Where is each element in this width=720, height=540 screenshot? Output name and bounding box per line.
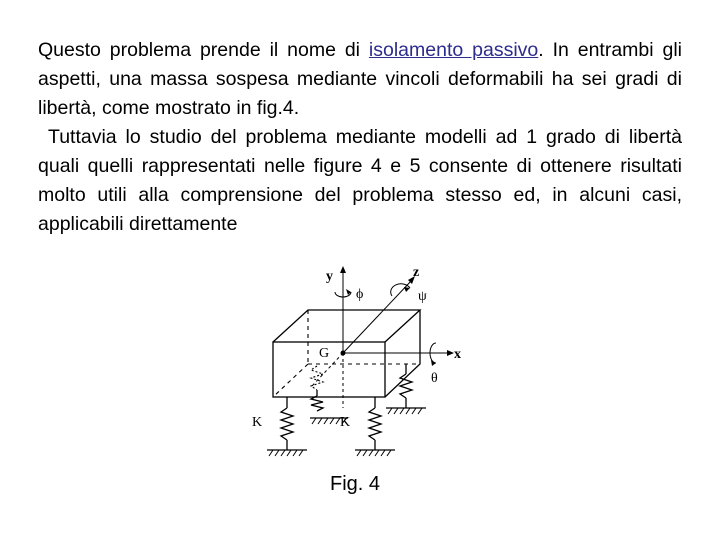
spring-left-label: K: [252, 415, 263, 430]
x-label: x: [454, 347, 461, 362]
psi-label: ψ: [418, 289, 427, 304]
phi-label: ϕ: [356, 287, 364, 302]
y-label: y: [326, 269, 333, 284]
paragraph-1: [38, 36, 682, 123]
isolamento-passivo-term: isolamento passivo: [368, 39, 539, 61]
x-axis-arrow: [447, 350, 454, 356]
box-top-face: [273, 310, 420, 342]
spring-mid-label: K: [340, 415, 351, 430]
paragraph-1-start: Questo problema prende il nome di: [38, 39, 369, 61]
figure-4: [240, 258, 480, 468]
spring-right: [355, 397, 395, 456]
paragraph-2: Tuttavia lo studio del problema mediante modelli ad 1 grado di libertà quali quelli rappresentati nelle figure 4 e 5 consente di ottenere risultati molto utili alla comprensione del problema stesso ed, in alcuni casi, applicabili direttamente: [38, 126, 682, 235]
spring-left: [267, 397, 307, 456]
center-label: G: [319, 346, 330, 361]
spring-right-back: [386, 364, 426, 414]
figure-caption: Fig. 4: [329, 473, 381, 495]
body-text: [38, 36, 682, 239]
theta-label: θ: [431, 371, 438, 386]
y-axis-arrow: [340, 266, 346, 273]
figure-4-diagram: [240, 258, 480, 468]
paragraph-1-end: . In entrambi gli aspetti, una massa sospesa mediante vincoli deformabili ha sei gradi di libertà, come mostrato in fig.4.: [38, 39, 683, 119]
spring-back: [311, 366, 323, 390]
center-of-mass-dot: [341, 351, 346, 356]
z-label: z: [413, 265, 420, 280]
